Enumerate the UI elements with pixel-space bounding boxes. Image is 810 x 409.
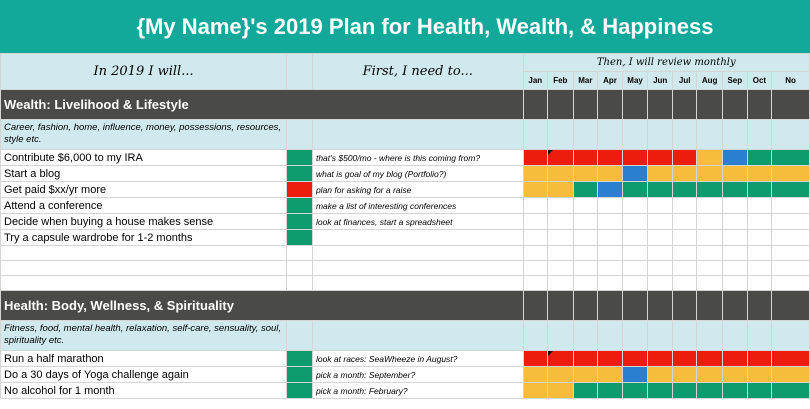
goal-cell[interactable]: Decide when buying a house makes sense	[1, 214, 287, 230]
month-header: Jan	[523, 72, 548, 90]
blank-cell[interactable]	[312, 276, 523, 291]
month-cell[interactable]	[772, 351, 810, 367]
month-cell[interactable]	[548, 230, 574, 246]
section-month-cell	[697, 291, 723, 321]
month-cell[interactable]	[573, 166, 598, 182]
month-cell[interactable]	[622, 367, 648, 383]
month-cell[interactable]	[648, 367, 673, 383]
month-cell[interactable]	[648, 150, 673, 166]
goal-cell[interactable]: Get paid $xx/yr more	[1, 182, 287, 198]
goal-row	[1, 351, 810, 367]
goal-status-cell[interactable]	[287, 230, 313, 246]
month-cell[interactable]	[722, 383, 747, 399]
section-month-cell	[523, 90, 548, 120]
month-cell[interactable]	[622, 383, 648, 399]
blank-cell[interactable]	[772, 276, 810, 291]
month-cell[interactable]	[772, 230, 810, 246]
section-month-cell	[598, 90, 623, 120]
month-cell[interactable]	[697, 383, 723, 399]
month-cell[interactable]	[523, 367, 548, 383]
month-cell[interactable]	[573, 383, 598, 399]
blank-cell[interactable]	[697, 276, 723, 291]
blank-cell[interactable]	[772, 246, 810, 261]
month-cell[interactable]	[548, 182, 574, 198]
month-cell[interactable]	[573, 214, 598, 230]
blank-row	[1, 246, 810, 261]
header-row	[1, 54, 810, 72]
goal-status-cell[interactable]	[287, 367, 313, 383]
month-cell[interactable]	[747, 351, 772, 367]
month-cell[interactable]	[523, 383, 548, 399]
blank-cell[interactable]	[598, 246, 623, 261]
description-month-cell	[598, 321, 623, 351]
month-cell[interactable]	[673, 182, 697, 198]
goal-row	[1, 230, 810, 246]
first-step-cell[interactable]: pick a month: February?	[312, 383, 523, 399]
month-cell[interactable]	[673, 230, 697, 246]
month-cell[interactable]	[622, 351, 648, 367]
description-filler	[287, 120, 313, 150]
month-cell[interactable]	[548, 150, 574, 166]
blank-cell[interactable]	[573, 276, 598, 291]
blank-cell[interactable]	[598, 261, 623, 276]
month-cell[interactable]	[598, 182, 623, 198]
blank-cell[interactable]	[747, 261, 772, 276]
month-cell[interactable]	[598, 351, 623, 367]
month-header: Aug	[697, 72, 723, 90]
description-month-cell	[573, 120, 598, 150]
goal-row	[1, 198, 810, 214]
month-header: Sep	[722, 72, 747, 90]
goal-status-cell[interactable]	[287, 150, 313, 166]
section-title: Wealth: Livelihood & Lifestyle	[1, 90, 524, 120]
section-title: Health: Body, Wellness, & Spirituality	[1, 291, 524, 321]
month-cell[interactable]	[598, 214, 623, 230]
blank-cell[interactable]	[287, 261, 313, 276]
first-step-cell[interactable]	[312, 230, 523, 246]
month-cell[interactable]	[573, 230, 598, 246]
month-cell[interactable]	[523, 198, 548, 214]
section-month-cell	[673, 291, 697, 321]
section-month-cell	[523, 291, 548, 321]
month-cell[interactable]	[722, 166, 747, 182]
first-step-cell[interactable]: that's $500/mo - where is this coming from?	[312, 150, 523, 166]
section-header-row	[1, 90, 810, 120]
month-header: Oct	[747, 72, 772, 90]
blank-cell[interactable]	[573, 246, 598, 261]
month-cell[interactable]	[673, 198, 697, 214]
month-cell[interactable]	[772, 182, 810, 198]
month-cell[interactable]	[648, 198, 673, 214]
month-cell[interactable]	[747, 230, 772, 246]
goal-cell[interactable]: Run a half marathon	[1, 351, 287, 367]
description-month-cell	[548, 321, 574, 351]
month-cell[interactable]	[573, 367, 598, 383]
section-month-cell	[548, 291, 574, 321]
month-cell[interactable]	[598, 166, 623, 182]
description-month-cell	[648, 321, 673, 351]
month-cell[interactable]	[648, 166, 673, 182]
month-cell[interactable]	[673, 351, 697, 367]
month-cell[interactable]	[523, 230, 548, 246]
month-cell[interactable]	[673, 214, 697, 230]
month-cell[interactable]	[548, 351, 574, 367]
month-cell[interactable]	[697, 166, 723, 182]
month-cell[interactable]	[697, 214, 723, 230]
goal-cell[interactable]: Contribute $6,000 to my IRA	[1, 150, 287, 166]
section-month-cell	[622, 90, 648, 120]
section-month-cell	[722, 291, 747, 321]
section-month-cell	[747, 90, 772, 120]
header-first: First, I need to...	[312, 54, 523, 90]
section-month-cell	[772, 291, 810, 321]
blank-cell[interactable]	[523, 261, 548, 276]
month-cell[interactable]	[648, 182, 673, 198]
section-month-cell	[747, 291, 772, 321]
month-cell[interactable]	[622, 182, 648, 198]
month-cell[interactable]	[673, 166, 697, 182]
section-month-cell	[772, 90, 810, 120]
month-cell[interactable]	[747, 150, 772, 166]
blank-cell[interactable]	[697, 261, 723, 276]
month-cell[interactable]	[673, 150, 697, 166]
month-cell[interactable]	[523, 214, 548, 230]
month-cell[interactable]	[573, 351, 598, 367]
blank-cell[interactable]	[722, 276, 747, 291]
month-header: Mar	[573, 72, 598, 90]
goal-cell[interactable]: No alcohol for 1 month	[1, 383, 287, 399]
blank-cell[interactable]	[523, 246, 548, 261]
description-month-cell	[548, 120, 574, 150]
description-month-cell	[772, 120, 810, 150]
page-title-text: {My Name}'s 2019 Plan for Health, Wealth, & Happiness	[136, 13, 714, 39]
month-header: May	[622, 72, 648, 90]
month-cell[interactable]	[722, 230, 747, 246]
month-header: Jul	[673, 72, 697, 90]
blank-cell[interactable]	[722, 261, 747, 276]
month-cell[interactable]	[523, 351, 548, 367]
description-month-cell	[573, 321, 598, 351]
blank-cell[interactable]	[772, 261, 810, 276]
month-cell[interactable]	[573, 150, 598, 166]
month-header: Feb	[548, 72, 574, 90]
month-cell[interactable]	[598, 367, 623, 383]
description-filler	[287, 321, 313, 351]
month-cell[interactable]	[697, 367, 723, 383]
blank-cell[interactable]	[673, 276, 697, 291]
month-header: Apr	[598, 72, 623, 90]
month-cell[interactable]	[523, 166, 548, 182]
goal-cell[interactable]: Do a 30 days of Yoga challenge again	[1, 367, 287, 383]
section-month-cell	[648, 90, 673, 120]
description-month-cell	[673, 120, 697, 150]
month-cell[interactable]	[548, 198, 574, 214]
plan-grid	[0, 53, 810, 399]
month-header: Jun	[648, 72, 673, 90]
first-step-cell[interactable]: pick a month: September?	[312, 367, 523, 383]
month-cell[interactable]	[722, 198, 747, 214]
month-cell[interactable]	[548, 367, 574, 383]
blank-cell[interactable]	[1, 246, 287, 261]
description-month-cell	[673, 321, 697, 351]
goal-row	[1, 383, 810, 399]
month-cell[interactable]	[747, 367, 772, 383]
blank-cell[interactable]	[548, 246, 574, 261]
blank-cell[interactable]	[312, 261, 523, 276]
description-filler	[312, 321, 523, 351]
header-review: Then, I will review monthly	[523, 54, 810, 72]
month-cell[interactable]	[573, 182, 598, 198]
first-step-cell[interactable]: make a list of interesting conferences	[312, 198, 523, 214]
blank-cell[interactable]	[548, 261, 574, 276]
month-cell[interactable]	[648, 230, 673, 246]
section-description: Fitness, food, mental health, relaxation, self-care, sensuality, soul, spirituality etc.	[1, 321, 287, 351]
first-step-cell[interactable]: look at races: SeaWheeze in August?	[312, 351, 523, 367]
section-description: Career, fashion, home, influence, money, possessions, resources, style etc.	[1, 120, 287, 150]
section-month-cell	[622, 291, 648, 321]
description-month-cell	[722, 120, 747, 150]
month-cell[interactable]	[772, 166, 810, 182]
blank-cell[interactable]	[1, 276, 287, 291]
blank-cell[interactable]	[747, 246, 772, 261]
blank-cell[interactable]	[648, 261, 673, 276]
first-step-cell[interactable]: look at finances, start a spreadsheet	[312, 214, 523, 230]
month-header: No	[772, 72, 810, 90]
goal-status-cell[interactable]	[287, 182, 313, 198]
blank-cell[interactable]	[573, 261, 598, 276]
month-cell[interactable]	[722, 214, 747, 230]
blank-cell[interactable]	[287, 276, 313, 291]
goal-row	[1, 367, 810, 383]
month-cell[interactable]	[722, 351, 747, 367]
header-will: In 2019 I will...	[1, 54, 287, 90]
blank-cell[interactable]	[287, 246, 313, 261]
month-cell[interactable]	[548, 166, 574, 182]
description-month-cell	[697, 120, 723, 150]
month-cell[interactable]	[697, 230, 723, 246]
month-cell[interactable]	[648, 351, 673, 367]
blank-row	[1, 261, 810, 276]
month-cell[interactable]	[747, 166, 772, 182]
month-cell[interactable]	[598, 230, 623, 246]
description-filler	[312, 120, 523, 150]
month-cell[interactable]	[722, 182, 747, 198]
blank-cell[interactable]	[523, 276, 548, 291]
blank-cell[interactable]	[312, 246, 523, 261]
blank-cell[interactable]	[622, 246, 648, 261]
goal-status-cell[interactable]	[287, 383, 313, 399]
blank-cell[interactable]	[747, 276, 772, 291]
month-cell[interactable]	[622, 166, 648, 182]
month-cell[interactable]	[747, 214, 772, 230]
month-cell[interactable]	[747, 182, 772, 198]
blank-cell[interactable]	[598, 276, 623, 291]
month-cell[interactable]	[548, 383, 574, 399]
header-status	[287, 54, 313, 90]
goal-cell[interactable]: Attend a conference	[1, 198, 287, 214]
blank-row	[1, 276, 810, 291]
month-cell[interactable]	[622, 214, 648, 230]
month-cell[interactable]	[622, 150, 648, 166]
month-cell[interactable]	[598, 150, 623, 166]
description-month-cell	[648, 120, 673, 150]
blank-cell[interactable]	[722, 246, 747, 261]
description-month-cell	[747, 321, 772, 351]
blank-cell[interactable]	[697, 246, 723, 261]
description-month-cell	[722, 321, 747, 351]
month-cell[interactable]	[648, 383, 673, 399]
blank-cell[interactable]	[622, 276, 648, 291]
section-month-cell	[648, 291, 673, 321]
blank-cell[interactable]	[622, 261, 648, 276]
month-cell[interactable]	[747, 198, 772, 214]
month-cell[interactable]	[772, 198, 810, 214]
month-cell[interactable]	[772, 214, 810, 230]
goal-row	[1, 182, 810, 198]
goal-status-cell[interactable]	[287, 166, 313, 182]
month-cell[interactable]	[598, 383, 623, 399]
goal-row	[1, 166, 810, 182]
description-month-cell	[772, 321, 810, 351]
month-cell[interactable]	[622, 230, 648, 246]
description-month-cell	[747, 120, 772, 150]
section-month-cell	[697, 90, 723, 120]
month-cell[interactable]	[722, 150, 747, 166]
month-cell[interactable]	[772, 383, 810, 399]
goal-cell[interactable]: Try a capsule wardrobe for 1-2 months	[1, 230, 287, 246]
month-cell[interactable]	[548, 214, 574, 230]
description-month-cell	[523, 120, 548, 150]
section-month-cell	[548, 90, 574, 120]
goal-row	[1, 214, 810, 230]
page-title	[0, 0, 810, 53]
blank-cell[interactable]	[648, 246, 673, 261]
month-cell[interactable]	[697, 182, 723, 198]
month-cell[interactable]	[673, 367, 697, 383]
description-month-cell	[598, 120, 623, 150]
blank-cell[interactable]	[548, 276, 574, 291]
month-cell[interactable]	[523, 182, 548, 198]
section-month-cell	[673, 90, 697, 120]
section-month-cell	[573, 291, 598, 321]
description-month-cell	[697, 321, 723, 351]
goal-cell[interactable]: Start a blog	[1, 166, 287, 182]
month-cell[interactable]	[648, 214, 673, 230]
month-cell[interactable]	[673, 383, 697, 399]
month-cell[interactable]	[697, 150, 723, 166]
month-cell[interactable]	[772, 367, 810, 383]
section-header-row	[1, 291, 810, 321]
first-step-cell[interactable]: plan for asking for a raise	[312, 182, 523, 198]
section-description-row	[1, 120, 810, 150]
section-month-cell	[598, 291, 623, 321]
goal-row	[1, 150, 810, 166]
blank-cell[interactable]	[1, 261, 287, 276]
section-month-cell	[573, 90, 598, 120]
goal-status-cell[interactable]	[287, 198, 313, 214]
month-cell[interactable]	[772, 150, 810, 166]
section-month-cell	[722, 90, 747, 120]
blank-cell[interactable]	[673, 246, 697, 261]
blank-cell[interactable]	[648, 276, 673, 291]
month-cell[interactable]	[697, 351, 723, 367]
month-cell[interactable]	[722, 367, 747, 383]
section-description-row	[1, 321, 810, 351]
description-month-cell	[622, 321, 648, 351]
month-cell[interactable]	[697, 198, 723, 214]
goal-status-cell[interactable]	[287, 351, 313, 367]
description-month-cell	[622, 120, 648, 150]
month-cell[interactable]	[747, 383, 772, 399]
month-cell[interactable]	[573, 198, 598, 214]
blank-cell[interactable]	[673, 261, 697, 276]
first-step-cell[interactable]: what is goal of my blog (Portfolio?)	[312, 166, 523, 182]
description-month-cell	[523, 321, 548, 351]
month-cell[interactable]	[523, 150, 548, 166]
goal-status-cell[interactable]	[287, 214, 313, 230]
month-cell[interactable]	[598, 198, 623, 214]
month-cell[interactable]	[622, 198, 648, 214]
